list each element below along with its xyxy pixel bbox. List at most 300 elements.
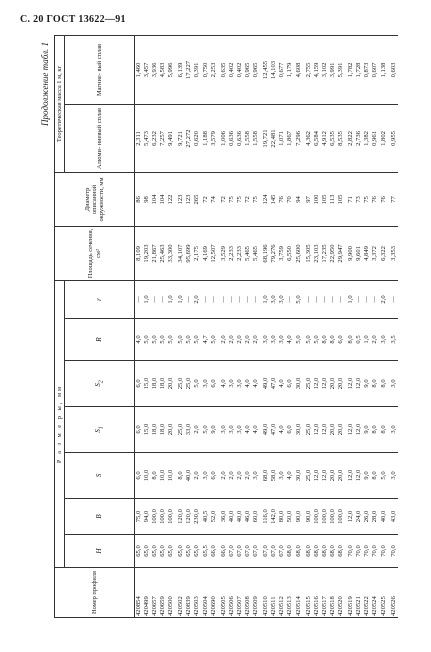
cell-s: 12,0 xyxy=(313,453,321,499)
cell-profile-number: 420502 xyxy=(176,568,186,618)
page-header: С. 20 ГОСТ 13622—91 xyxy=(20,14,126,25)
cell-r-small: — xyxy=(228,281,236,319)
cell-b: 46,0 xyxy=(244,499,252,535)
cell-profile-number: 420509 xyxy=(252,568,260,618)
cell-area: 19,203 xyxy=(143,227,151,281)
cell-mass-magnesium: 4,608 xyxy=(295,36,303,105)
cell-profile-number: 420517 xyxy=(321,568,329,618)
table-row xyxy=(159,36,167,618)
cell-b: 100,0 xyxy=(321,499,329,535)
cell-diameter: 75 xyxy=(364,173,372,227)
cell-h: 68,0 xyxy=(287,535,295,568)
cell-s1: 3,0 xyxy=(218,407,228,453)
cell-s1: 2,0 xyxy=(194,407,202,453)
cell-h: 68,0 xyxy=(295,535,303,568)
col-s: S xyxy=(65,453,135,499)
cell-r-small: 2,0 xyxy=(194,281,202,319)
mass-group-header: Теоретическая масса 1 м, кг xyxy=(55,36,65,173)
cell-area: 9,601 xyxy=(355,227,363,281)
cell-profile-number: 420507 xyxy=(236,568,244,618)
cell-r-small: — xyxy=(186,281,194,319)
cell-profile-number: 420506 xyxy=(228,568,236,618)
cell-area: 15,305 xyxy=(303,227,313,281)
cell-r-small: — xyxy=(159,281,167,319)
cell-mass-aluminium: 1,558 xyxy=(244,105,252,173)
cell-profile-number: 420657 xyxy=(151,568,159,618)
cell-s: 2,0 xyxy=(228,453,236,499)
cell-r-large: 3,5 xyxy=(388,319,398,361)
cell-area: 21,867 xyxy=(151,227,159,281)
cell-r-small: — xyxy=(244,281,252,319)
cell-h: 65,0 xyxy=(194,535,202,568)
cell-diameter: 75 xyxy=(252,173,260,227)
cell-r-small: 1,0 xyxy=(345,281,355,319)
cell-profile-number: 420526 xyxy=(388,568,398,618)
cell-b: 40,0 xyxy=(236,499,244,535)
cell-mass-magnesium: 4,159 xyxy=(313,36,321,105)
cell-mass-aluminium: 19,721 xyxy=(260,105,270,173)
cell-s2: 3,0 xyxy=(202,361,210,407)
cell-area: 3,372 xyxy=(372,227,380,281)
col-area: Площадь сечения, см² xyxy=(55,227,135,281)
cell-s1: 9,0 xyxy=(210,407,218,453)
cell-area: 95,699 xyxy=(186,227,194,281)
cell-area: 6,550 xyxy=(287,227,295,281)
cell-s: 10,0 xyxy=(167,453,175,499)
cell-r-large: 5,0 xyxy=(295,319,303,361)
col-s1: $S_1$ xyxy=(65,407,135,453)
cell-s1: 20,0 xyxy=(167,407,175,453)
cell-r-small: 1,0 xyxy=(176,281,186,319)
cell-b: 28,0 xyxy=(372,499,380,535)
cell-s2: 8,0 xyxy=(372,361,380,407)
cell-s2: 20,0 xyxy=(329,361,337,407)
cell-s: 25,0 xyxy=(303,453,313,499)
cell-diameter: 72 xyxy=(218,173,228,227)
cell-profile-number: 420512 xyxy=(279,568,287,618)
cell-mass-aluminium: 8,535 xyxy=(337,105,345,173)
cell-b: 100,0 xyxy=(337,499,345,535)
cell-area: 22,950 xyxy=(329,227,337,281)
cell-h: 70,0 xyxy=(364,535,372,568)
cell-s: 9,0 xyxy=(364,453,372,499)
cell-r-small: — xyxy=(210,281,218,319)
table-row xyxy=(252,36,260,618)
cell-b: 120,0 xyxy=(176,499,186,535)
table-row xyxy=(202,36,210,618)
cell-area: 2,175 xyxy=(194,227,202,281)
cell-area: 34,107 xyxy=(176,227,186,281)
cell-r-small: 2,0 xyxy=(380,281,388,319)
cell-area: 3,759 xyxy=(279,227,287,281)
cell-h: 67,0 xyxy=(260,535,270,568)
cell-mass-magnesium: 0,391 xyxy=(194,36,202,105)
cell-r-large: 3,0 xyxy=(260,319,270,361)
cell-b: 40,0 xyxy=(228,499,236,535)
cell-h: 70,0 xyxy=(372,535,380,568)
cell-s2: 15,0 xyxy=(143,361,151,407)
cell-s2: 6,0 xyxy=(210,361,218,407)
cell-r-large: 5,0 xyxy=(159,319,167,361)
cell-mass-magnesium: 3,936 xyxy=(151,36,159,105)
table-row xyxy=(176,36,186,618)
cell-diameter: 71 xyxy=(345,173,355,227)
cell-h: 68,0 xyxy=(303,535,313,568)
cell-diameter: 72 xyxy=(244,173,252,227)
cell-profile-number: 420499 xyxy=(143,568,151,618)
cell-r-large: 2,0 xyxy=(218,319,228,361)
cell-h: 70,0 xyxy=(345,535,355,568)
cell-s: 30,0 xyxy=(295,453,303,499)
cell-mass-aluminium: 2,311 xyxy=(135,105,144,173)
cell-mass-aluminium: 3,579 xyxy=(210,105,218,173)
cell-h: 67,0 xyxy=(228,535,236,568)
cell-area: 4,169 xyxy=(202,227,210,281)
cell-mass-magnesium: 14,103 xyxy=(271,36,279,105)
cell-diameter: 100 xyxy=(313,173,321,227)
cell-mass-aluminium: 7,296 xyxy=(295,105,303,173)
cell-mass-magnesium: 2,253 xyxy=(210,36,218,105)
cell-b: 36,0 xyxy=(218,499,228,535)
cell-h: 67,0 xyxy=(271,535,279,568)
cell-s2: 4,0 xyxy=(279,361,287,407)
cell-r-large: 8,0 xyxy=(329,319,337,361)
cell-b: 43,0 xyxy=(388,499,398,535)
cell-mass-magnesium: 1,460 xyxy=(135,36,144,105)
cell-r-small: — xyxy=(202,281,210,319)
table-row xyxy=(364,36,372,618)
cell-s1: 5,0 xyxy=(202,407,210,453)
cell-s1: 25,0 xyxy=(176,407,186,453)
cell-r-small: — xyxy=(236,281,244,319)
cell-s1: 3,0 xyxy=(388,407,398,453)
cell-area: 23,103 xyxy=(313,227,321,281)
cell-profile-number: 420854 xyxy=(135,568,144,618)
cell-h: 68,0 xyxy=(321,535,329,568)
cell-h: 68,0 xyxy=(337,535,345,568)
cell-mass-magnesium: 0,750 xyxy=(202,36,210,105)
cell-mass-magnesium: 1,138 xyxy=(380,36,388,105)
cell-b: 52,0 xyxy=(210,499,218,535)
cell-h: 67,0 xyxy=(279,535,287,568)
cell-area: 68,196 xyxy=(260,227,270,281)
cell-s1: 18,0 xyxy=(159,407,167,453)
cell-s2: 5,0 xyxy=(194,361,202,407)
cell-s: 2,0 xyxy=(194,453,202,499)
cell-mass-magnesium: 0,603 xyxy=(388,36,398,105)
cell-s1: 25,0 xyxy=(303,407,313,453)
cell-b: 100,0 xyxy=(159,499,167,535)
cell-h: 67,0 xyxy=(252,535,260,568)
cell-s2: 12,0 xyxy=(321,361,329,407)
table-row xyxy=(167,36,175,618)
table-row xyxy=(380,36,388,618)
cell-r-large: 4,7 xyxy=(202,319,210,361)
cell-s1: 30,0 xyxy=(295,407,303,453)
cell-s: 3,0 xyxy=(202,453,210,499)
cell-r-large: 5,0 xyxy=(151,319,159,361)
table-row xyxy=(303,36,313,618)
cell-h: 65,0 xyxy=(159,535,167,568)
cell-profile-number: 420503 xyxy=(194,568,202,618)
cell-s: 4,0 xyxy=(287,453,295,499)
cell-s2: 25,0 xyxy=(303,361,313,407)
cell-profile-number: 420515 xyxy=(303,568,313,618)
cell-s: 20,0 xyxy=(329,453,337,499)
cell-b: 100,0 xyxy=(167,499,175,535)
cell-s2: 49,0 xyxy=(260,361,270,407)
cell-r-large: 2,0 xyxy=(372,319,380,361)
cell-r-small: — xyxy=(321,281,329,319)
table-row xyxy=(287,36,295,618)
cell-h: 66,0 xyxy=(210,535,218,568)
cell-mass-aluminium: 9,491 xyxy=(167,105,175,173)
cell-h: 70,0 xyxy=(388,535,398,568)
cell-area: 2,233 xyxy=(228,227,236,281)
cell-r-large: 8,0 xyxy=(345,319,355,361)
cell-mass-aluminium: 2,822 xyxy=(345,105,355,173)
cell-s2: 20,0 xyxy=(337,361,345,407)
cell-area: 2,233 xyxy=(236,227,244,281)
cell-s1: 3,0 xyxy=(236,407,244,453)
cell-mass-magnesium: 0,635 xyxy=(218,36,228,105)
cell-mass-magnesium: 0,873 xyxy=(364,36,372,105)
cell-b: 40,0 xyxy=(380,499,388,535)
cell-area: 79,276 xyxy=(271,227,279,281)
table-row xyxy=(186,36,194,618)
cell-mass-magnesium: 1,782 xyxy=(345,36,355,105)
cell-r-large: 2,0 xyxy=(244,319,252,361)
cell-r-large: 5,0 xyxy=(143,319,151,361)
cell-h: 68,0 xyxy=(329,535,337,568)
col-profile-number: Номер профиля xyxy=(55,568,135,618)
cell-mass-aluminium: 1,382 xyxy=(364,105,372,173)
cell-s: 6,0 xyxy=(210,453,218,499)
cell-diameter: 76 xyxy=(380,173,388,227)
cell-h: 65,0 xyxy=(186,535,194,568)
col-b: B xyxy=(65,499,135,535)
cell-profile-number: 420516 xyxy=(313,568,321,618)
cell-s2: 25,0 xyxy=(186,361,194,407)
cell-diameter: 265 xyxy=(194,173,202,227)
cell-mass-magnesium: 1,179 xyxy=(287,36,295,105)
cell-s2: 6,0 xyxy=(287,361,295,407)
rotated-table-block xyxy=(40,36,431,618)
cell-s: 8,0 xyxy=(176,453,186,499)
cell-mass-magnesium: 0,607 xyxy=(372,36,380,105)
cell-r-large: 5,0 xyxy=(210,319,218,361)
cell-s2: 47,0 xyxy=(271,361,279,407)
cell-r-small: — xyxy=(337,281,345,319)
cell-s2: 4,0 xyxy=(244,361,252,407)
cell-mass-aluminium: 5,473 xyxy=(143,105,151,173)
table-row xyxy=(313,36,321,618)
cell-profile-number: 420521 xyxy=(355,568,363,618)
table-row xyxy=(151,36,159,618)
table-row xyxy=(244,36,252,618)
cell-s1: 9,0 xyxy=(364,407,372,453)
cell-r-large: 3,0 xyxy=(271,319,279,361)
cell-diameter: 72 xyxy=(202,173,210,227)
cell-profile-number: 420524 xyxy=(372,568,380,618)
cell-diameter: 123 xyxy=(186,173,194,227)
table-row xyxy=(228,36,236,618)
cell-mass-aluminium: 0,955 xyxy=(388,105,398,173)
cell-s1: 12,0 xyxy=(355,407,363,453)
cell-s1: 15,0 xyxy=(143,407,151,453)
cell-s1: 12,0 xyxy=(321,407,329,453)
cell-mass-aluminium: 6,535 xyxy=(329,105,337,173)
cell-profile-number: 420519 xyxy=(345,568,355,618)
cell-diameter: 124 xyxy=(260,173,270,227)
cell-b: 230,0 xyxy=(194,499,202,535)
table-row xyxy=(279,36,287,618)
cell-b: 100,0 xyxy=(151,499,159,535)
cell-s1: 8,0 xyxy=(372,407,380,453)
cell-h: 65,0 xyxy=(176,535,186,568)
table-row xyxy=(218,36,228,618)
cell-s2: 25,0 xyxy=(176,361,186,407)
cell-r-large: 0,5 xyxy=(355,319,363,361)
cell-s1: 12,0 xyxy=(313,407,321,453)
cell-mass-aluminium: 1,071 xyxy=(279,105,287,173)
cell-s2: 18,0 xyxy=(151,361,159,407)
cell-diameter: 105 xyxy=(321,173,329,227)
cell-b: 50,0 xyxy=(287,499,295,535)
cell-s: 12,0 xyxy=(321,453,329,499)
cell-b: 116,0 xyxy=(260,499,270,535)
cell-s2: 8,0 xyxy=(380,361,388,407)
cell-mass-aluminium: 4,912 xyxy=(321,105,329,173)
table-row xyxy=(236,36,244,618)
cell-b: 75,0 xyxy=(135,499,144,535)
cell-s1: 47,0 xyxy=(271,407,279,453)
cell-mass-aluminium: 1,867 xyxy=(287,105,295,173)
cell-r-small: — xyxy=(303,281,313,319)
cell-area: 5,465 xyxy=(252,227,260,281)
cell-b: 12,0 xyxy=(345,499,355,535)
cell-r-small: 5,0 xyxy=(295,281,303,319)
sizes-group-header: Р а з м е р ы, мм xyxy=(55,281,65,568)
cell-area: 5,465 xyxy=(244,227,252,281)
cell-diameter: 113 xyxy=(329,173,337,227)
table-row xyxy=(345,36,355,618)
cell-mass-aluminium: 27,272 xyxy=(186,105,194,173)
cell-s: 3,0 xyxy=(388,453,398,499)
cell-r-large: 4,0 xyxy=(135,319,144,361)
cell-s: 2,0 xyxy=(218,453,228,499)
table-row xyxy=(295,36,303,618)
cell-profile-number: 420508 xyxy=(244,568,252,618)
cell-r-large: 1,0 xyxy=(364,319,372,361)
cell-s: 8,0 xyxy=(151,453,159,499)
cell-r-small: 1,0 xyxy=(143,281,151,319)
cell-s2: 12,0 xyxy=(313,361,321,407)
cell-s1: 6,0 xyxy=(287,407,295,453)
cell-h: 65,5 xyxy=(202,535,210,568)
cell-diameter: 105 xyxy=(337,173,345,227)
cell-mass-magnesium: 2,755 xyxy=(303,36,313,105)
cell-r-small: — xyxy=(372,281,380,319)
cell-diameter: 76 xyxy=(372,173,380,227)
cell-s2: 6,0 xyxy=(135,361,144,407)
s1-subscript: 1 xyxy=(97,426,104,430)
cell-b: 120,0 xyxy=(186,499,194,535)
cell-mass-aluminium: 9,721 xyxy=(176,105,186,173)
cell-diameter: 104 xyxy=(151,173,159,227)
cell-mass-aluminium: 1,558 xyxy=(252,105,260,173)
cell-s: 3,0 xyxy=(252,453,260,499)
cell-r-large: 5,0 xyxy=(176,319,186,361)
cell-area: 25,600 xyxy=(295,227,303,281)
table-row xyxy=(210,36,218,618)
cell-r-small: — xyxy=(151,281,159,319)
cell-diameter: 94 xyxy=(295,173,303,227)
table-row xyxy=(135,36,144,618)
cell-area: 6,322 xyxy=(380,227,388,281)
cell-s: 2,0 xyxy=(236,453,244,499)
col-mass-aluminium: Алюми- ниевый сплав xyxy=(65,105,135,173)
cell-area: 29,947 xyxy=(337,227,345,281)
cell-mass-aluminium: 1,802 xyxy=(380,105,388,173)
cell-s1: 6,0 xyxy=(135,407,144,453)
cell-r-small: 3,0 xyxy=(279,281,287,319)
cell-s: 6,0 xyxy=(135,453,144,499)
cell-area: 12,507 xyxy=(210,227,218,281)
cell-diameter: 74 xyxy=(210,173,218,227)
cell-s2: 18,0 xyxy=(159,361,167,407)
cell-mass-aluminium: 7,257 xyxy=(159,105,167,173)
cell-mass-magnesium: 0,677 xyxy=(279,36,287,105)
cell-s: 12,0 xyxy=(345,453,355,499)
cell-profile-number: 420659 xyxy=(159,568,167,618)
cell-r-small: 3,0 xyxy=(271,281,279,319)
cell-h: 65,0 xyxy=(167,535,175,568)
cell-profile-number: 420518 xyxy=(329,568,337,618)
cell-profile-number: 420522 xyxy=(364,568,372,618)
table-row xyxy=(271,36,279,618)
table-head xyxy=(55,36,135,618)
cell-profile-number: 420520 xyxy=(337,568,345,618)
cell-s1: 18,0 xyxy=(151,407,159,453)
cell-mass-aluminium: 1,188 xyxy=(202,105,210,173)
cell-mass-aluminium: 22,481 xyxy=(271,105,279,173)
cell-diameter: 76 xyxy=(279,173,287,227)
cell-area: 17,235 xyxy=(321,227,329,281)
cell-diameter: 73 xyxy=(355,173,363,227)
table-row xyxy=(321,36,329,618)
table-row xyxy=(143,36,151,618)
cell-b: 24,0 xyxy=(355,499,363,535)
col-r-large: R xyxy=(65,319,135,361)
cell-diameter: 98 xyxy=(143,173,151,227)
col-h: H xyxy=(65,535,135,568)
cell-diameter: 75 xyxy=(228,173,236,227)
cell-s: 2,0 xyxy=(244,453,252,499)
cell-r-large: 5,0 xyxy=(313,319,321,361)
cell-mass-magnesium: 3,991 xyxy=(329,36,337,105)
cell-profile-number: 420510 xyxy=(260,568,270,618)
cell-s2: 12,0 xyxy=(355,361,363,407)
cell-profile-number: 420514 xyxy=(295,568,303,618)
cell-mass-magnesium: 3,457 xyxy=(143,36,151,105)
cell-mass-magnesium: 12,455 xyxy=(260,36,270,105)
cell-b: 94,0 xyxy=(143,499,151,535)
cell-mass-magnesium: 5,391 xyxy=(337,36,345,105)
cell-b: 80,0 xyxy=(279,499,287,535)
cell-r-large: 3,0 xyxy=(380,319,388,361)
cell-h: 70,0 xyxy=(380,535,388,568)
